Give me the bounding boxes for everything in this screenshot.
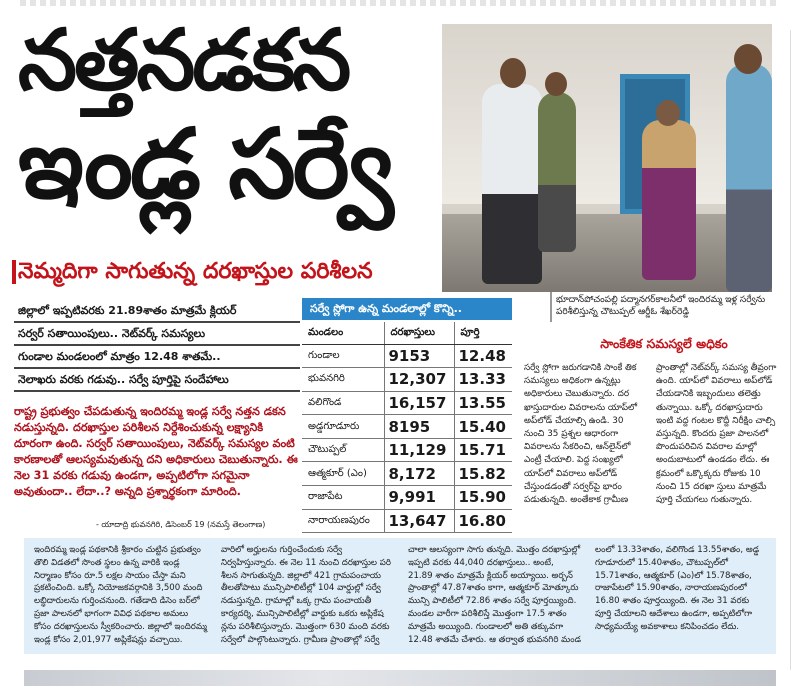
cell-mandal: చౌటుప్పల్ xyxy=(302,438,384,462)
table-row xyxy=(302,462,512,486)
highlight-bullet: జిల్లాలో ఇప్పటివరకు 21.89శాతం మాత్రమే క్లియర్ xyxy=(14,300,300,323)
table-row xyxy=(302,438,512,462)
cell-mandal: నారాయణపురం xyxy=(302,509,384,533)
table-header-applications: దరఖాస్తులు xyxy=(384,322,454,344)
sidebar-title: సాంకేతిక సమస్యలే అధికం xyxy=(600,336,728,351)
top-decoration-strip xyxy=(20,0,780,6)
cell-completed: 12.48 xyxy=(454,344,512,368)
table-row xyxy=(302,486,512,510)
highlight-bullet: నెలాఖరు వరకు గడువు.. సర్వే పూర్తిపై సందేహాలు xyxy=(14,369,300,392)
cell-mandal: గుండాల xyxy=(302,344,384,368)
cell-completed: 15.40 xyxy=(454,415,512,439)
dateline: - యాదాద్రి భువనగిరి, డిసెంబర్ 19 (నమస్తే తెలంగాణ) xyxy=(96,520,266,529)
table-row xyxy=(302,344,512,368)
cell-completed: 15.82 xyxy=(454,462,512,486)
table-header-mandal: మండలం xyxy=(302,322,384,344)
table-header-completed: పూర్తి xyxy=(454,322,512,344)
table-row xyxy=(302,415,512,439)
cell-mandal: రాజాపేట xyxy=(302,486,384,510)
table-row xyxy=(302,391,512,415)
cell-applications: 8,172 xyxy=(384,462,454,486)
cell-mandal: భువనగిరి xyxy=(302,368,384,392)
cell-applications: 8195 xyxy=(384,415,454,439)
photo-head xyxy=(545,72,567,96)
cell-completed: 13.55 xyxy=(454,391,512,415)
table-title: సర్వే స్లోగా ఉన్న మండలాల్లో కొన్ని.. xyxy=(302,298,512,320)
photo-head xyxy=(734,44,762,74)
photo-person xyxy=(538,92,576,252)
photo-head xyxy=(500,58,526,88)
photo-person-surveyor xyxy=(726,64,772,292)
table-row xyxy=(302,368,512,392)
news-photo xyxy=(442,24,772,292)
cell-completed: 13.33 xyxy=(454,368,512,392)
highlight-bullets xyxy=(14,300,300,392)
cell-applications: 9153 xyxy=(384,344,454,368)
cell-applications: 13,647 xyxy=(384,509,454,533)
cell-applications: 11,129 xyxy=(384,438,454,462)
photo-caption: భూదాన్‌పోచంపల్లి పద్మానగర్‌కాలనీలో ఇందిరమ్మ ఇళ్ల సర్వేను పరిశీలిస్తున్న చౌటుప్పల్ ఆర్డీఓ శేఖర్‌రెడ్డి xyxy=(556,295,766,318)
cell-applications: 9,991 xyxy=(384,486,454,510)
cell-applications: 12,307 xyxy=(384,368,454,392)
photo-head xyxy=(656,100,680,126)
footer-strip xyxy=(24,670,776,686)
cell-completed: 15.71 xyxy=(454,438,512,462)
caption-rule xyxy=(550,292,552,322)
lead-paragraph: రాష్ట్ర ప్రభుత్వం చేపడుతున్న ఇందిరమ్మ ఇండ్ల సర్వే నత్తన డకన నడుస్తున్నది. దరఖాస్తుల పరిశీలన నిర్దేశించుకున్న లక్ష్యానికి దూరంగా ఉంది. సర్వర్ సతాయింపులు, నెట్‌వర్క్ సమస్యల వంటి కారణాలతో ఆలస్యమవుతున్న దని అధికారులు చెబుతున్నారు. ఈ నెల 31 వరకు గడువు ఉండగా, అప్పటిలోగా సగమైనా అవుతుందా.. లేదా..? అన్నది ప్రశ్నార్థకంగా మారింది. xyxy=(14,405,298,498)
article-body-text: ఇందిరమ్మ ఇండ్ల పథకానికి శ్రీకారం చుట్టిన ప్రభుత్వం తొలి విడతలో సొంత స్థలం ఉన్న వారికి ఇండ్ల నిర్మాణం కోసం రూ.5 లక్షల సాయం చేస్తా మని ప్రకటించింది. ఒక్కో నియోజకవర్గానికి 3,500 మంది లబ్ధిదారులను గుర్తించనుంది. గతేడాది డిసెం బర్‌లో ప్రజా పాలనలో భాగంగా వివిధ పథకాల అమలు కోసం దరఖాస్తులను స్వీకరించారు. జిల్లాలో ఇందిరమ్మ ఇండ్ల కోసం 2,01,977 అప్లికేషన్లు వచ్చాయి. వారిలో అర్హులను గుర్తించేందుకు సర్వే నిర్వహిస్తున్నారు. ఈ నెల 11 నుంచి దరఖాస్తుల పరి శీలన సాగుతున్నది. జిల్లాలో 421 గ్రామపంచాయ తీలతోపాటు మున్సిపాలిటీల్లో 104 వార్డుల్లో సర్వే నడుస్తున్నది. గ్రామాల్లో ఒక్క గ్రామ పంచాయతీ కార్యదర్శి, మున్సిపాలిటీల్లో వార్డుకు ఒకరు అప్లికేష న్లను పరిశీలిస్తున్నారు. మొత్తంగా 630 మంది వరకు సర్వేలో పాల్గొంటున్నారు. గ్రామీణ ప్రాంతాల్లో సర్వే చాలా ఆలస్యంగా సాగు తున్నది. మొత్తం దరఖాస్తుల్లో ఇప్పటి వరకు 44,040 దరఖాస్తులు.. అంటే, 21.89 శాతం మాత్రమే క్లియర్ అయ్యాయి. అర్బన్ ప్రాంతాల్లో 47.87శాతం కాగా, ఆత్మకూర్ మోత్కూరు మున్సి పాలిటీలో 72.86 శాతం సర్వే పూర్తయ్యింది. మండల వారీగా పరిశీలిస్తే మొత్తంగా 17.5 శాతం మాత్రమే అయ్యింది. గుండాలలో అతి తక్కువగా 12.48 శాతమే చేశారు. ఆ తర్వాత భువనగిరి మండ లంలో 13.33శాతం, వలిగొండ 13.55శాతం, అడ్డ గూడూరులో 15.40శాతం, చౌటుప్పల్‌లో 15.71శాతం, ఆత్మకూర్ (ఎం)లో 15.78శాతం, రాజాపేటలో 15.90శాతం, నారాయణపురంలో 16.80 శాతం పూర్తయ్యింది. ఈ నెల 31 వరకు పూర్తి చేయాలని ఆదేశాలు ఉండగా, అప్పటిలోగా సాధ్యమయ్యే అవకాశాలు కనిపించడం లేదు. xyxy=(34,545,760,645)
cell-applications: 16,157 xyxy=(384,391,454,415)
highlight-bullet: సర్వర్ సతాయింపులు.. నెట్‌వర్క్ సమస్యలు xyxy=(14,323,300,346)
cell-mandal: వలిగొండ xyxy=(302,391,384,415)
headline-line-2: ఇండ్ల సర్వే xyxy=(18,108,391,220)
photo-person-officer xyxy=(482,84,542,284)
table-row xyxy=(302,509,512,533)
highlight-bullet: గుండాల మండలంలో మాత్రం 12.48 శాతమే.. xyxy=(14,346,300,369)
cell-completed: 16.80 xyxy=(454,509,512,533)
cell-completed: 15.90 xyxy=(454,486,512,510)
headline xyxy=(18,11,438,220)
cell-mandal: ఆత్మకూర్ (ఎం) xyxy=(302,462,384,486)
subheadline: నెమ్మదిగా సాగుతున్న దరఖాస్తుల పరిశీలన xyxy=(18,256,448,288)
table-header-row xyxy=(302,322,512,344)
cell-mandal: అడ్డగూడూరు xyxy=(302,415,384,439)
headline-line-1: నత్తనడకన xyxy=(18,11,349,109)
sidebar-body: సర్వే స్లోగా జరుగడానికి సాంకే తిక సమస్యలు అధికంగా ఉన్నట్లు అధికారులు చెబుతున్నారు. దర ఖాస్తుదారుల వివరాలను యాప్‌లో అప్‌లోడ్ చేయాల్సి ఉండి. 30 నుంచి 35 ప్రశ్నల ఆధారంగా వివరాలను సేకరించి, ఆన్‌లైన్‌లో ఎంట్రీ చేయాలి. పెద్ద సంఖ్యలో యాప్‌లో వివరాలు అప్‌లోడ్ చేస్తుండడంతో సర్వర్‌పై భారం పడుతున్నది. అంతేకాక గ్రామీణ ప్రాంతాల్లో నెట్‌వర్క్ సమస్య తీవ్రంగా ఉంది. యాప్‌లో వివరాలు అప్‌లోడ్ చేయడానికి ఇబ్బందులు తలెత్తు తున్నాయి. ఒక్కో దరఖాస్తుదారు ఇంటి వద్ద గంటల కొద్దీ నిరీక్షిం చాల్సి వస్తున్నది. కొందరు ప్రజా పాలనలో పొందుపరిచిన వివరాల మాల్లో అందుబాటులో ఉండడం లేదు. ఈ క్రమంలో ఒక్కొక్కరు రోజుకు 10 నుంచి 15 దరఖా స్తులు మాత్రమే పూర్తి చేయగలు గుతున్నారు. xyxy=(524,363,777,506)
column-divider xyxy=(790,30,791,670)
mandal-table xyxy=(302,322,512,533)
photo-person-woman xyxy=(642,120,696,280)
